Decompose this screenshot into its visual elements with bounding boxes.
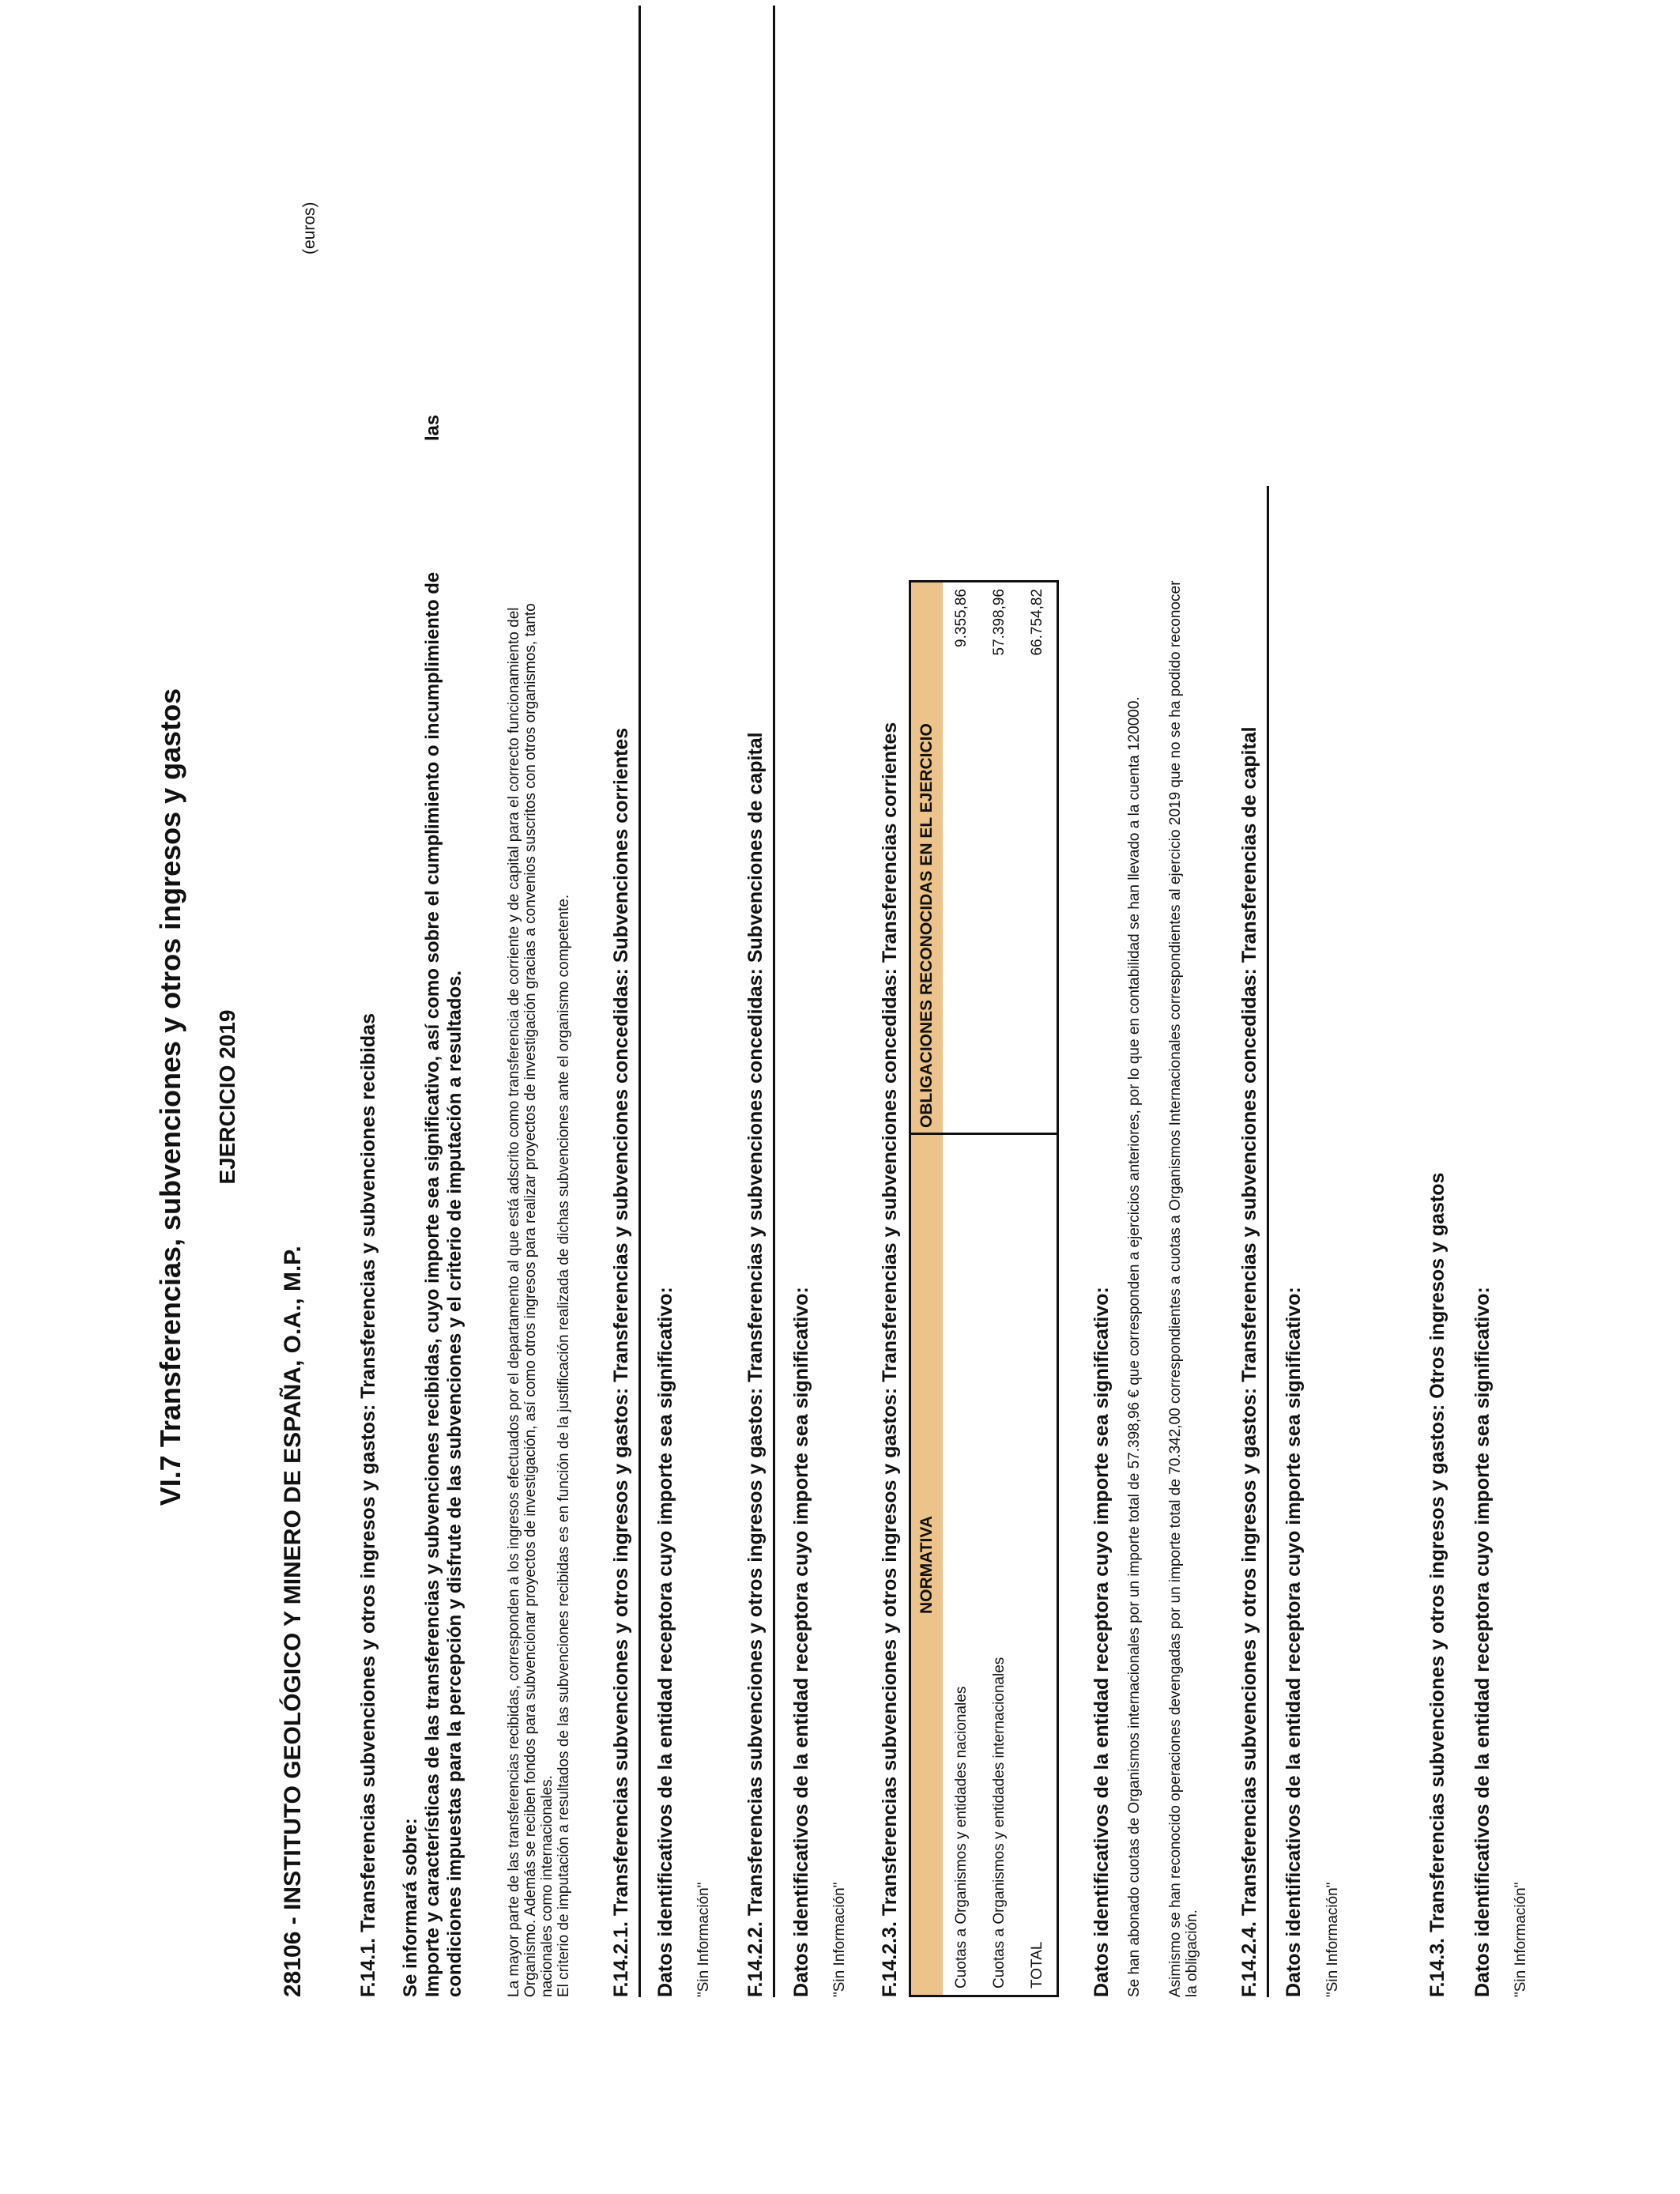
section-f1424-heading: F.14.2.4. Transferencias subvenciones y otros ingresos y gastos: Transferencias y subvenciones concedidas: Transferencias de capital bbox=[1238, 726, 1260, 1997]
section-f143-heading: F.14.3. Transferencias subvenciones y otros ingresos y gastos: Otros ingresos y gastos bbox=[1426, 1172, 1448, 1997]
table-row bbox=[943, 582, 981, 1996]
recipient-data-heading: Datos identificativos de la entidad receptora cuyo importe sea significativo: bbox=[1090, 1287, 1113, 1997]
column-header-obligaciones: OBLIGACIONES RECONOCIDAS EN EL EJERCICIO bbox=[910, 582, 944, 1134]
section-f141-heading: F.14.1. Transferencias subvenciones y otros ingresos y gastos: Transferencias y subvenciones recibidas bbox=[357, 1013, 379, 1997]
row-value: 66.754,82 bbox=[1029, 589, 1045, 656]
row-value: 9.355,86 bbox=[953, 589, 970, 647]
inform-label: Se informará sobre: bbox=[400, 1818, 421, 1997]
recipient-data-heading: Datos identificativos de la entidad receptora cuyo importe sea significativo: bbox=[790, 1287, 812, 1997]
row-label: TOTAL bbox=[1019, 1134, 1058, 1996]
column-header-normativa: NORMATIVA bbox=[910, 1134, 944, 1996]
no-information-text: "Sin Información" bbox=[831, 1882, 848, 1997]
note-line: Asimismo se han reconocido operaciones devengadas por un importe total de 70.342,00 correspondientes a cuotas a Organismos Internacionales correspondientes al ejercicio 2019 que no se ha podido reconocer bbox=[1167, 580, 1184, 1997]
note-paragraph bbox=[1167, 100, 1200, 1997]
currency-label: (euros) bbox=[300, 202, 318, 254]
table-row bbox=[981, 582, 1019, 1996]
section-f1423-heading: F.14.2.3. Transferencias subvenciones y otros ingresos y gastos: Transferencias y subvenciones concedidas: Transferencias corrientes bbox=[879, 722, 901, 1997]
paragraph-line: nacionales como internacionales. bbox=[539, 1775, 556, 1997]
section-rule bbox=[1267, 486, 1269, 1997]
obligations-table bbox=[909, 580, 1059, 1997]
section-rule bbox=[773, 6, 775, 1997]
section-f1422-heading: F.14.2.2. Transferencias subvenciones y otros ingresos y gastos: Transferencias y subvenciones concedidas: Subvenciones de capital bbox=[744, 732, 767, 1997]
paragraph-line: Organismo. Además se reciben fondos para subvencionar proyectos de investigación, así como otros ingresos para realizar proyectos de investigación gracias a convenios suscritos con otros organismos, tanto bbox=[522, 603, 539, 1997]
table-row bbox=[1019, 582, 1058, 1996]
exercise-label: EJERCICIO 2019 bbox=[215, 1009, 239, 1185]
table-header-row bbox=[910, 582, 944, 1996]
recipient-data-heading: Datos identificativos de la entidad receptora cuyo importe sea significativo: bbox=[654, 1287, 676, 1997]
organization-name: 28106 - INSTITUTO GEOLÓGICO Y MINERO DE ESPAÑA, O.A., M.P. bbox=[280, 1246, 306, 1997]
paragraph-line: El criterio de imputación a resultados de las subvenciones recibidas es en función de la justificación realizada de dichas subvenciones ante el organismo competente. bbox=[556, 894, 572, 1997]
row-label: Cuotas a Organismos y entidades internacionales bbox=[981, 1134, 1019, 1996]
paragraph-line: La mayor parte de las transferencias recibidas, corresponden a los ingresos efectuados por el departamento al que está adscrito como transferencia de corriente y de capital para el correcto funcionamiento del bbox=[506, 607, 522, 1997]
note-paragraph: Se han abonado cuotas de Organismos internacionales por un importe total de 57.398,96 € que corresponden a ejercicios anteriores, por lo que en contabilidad se han llevado a la cuenta 120000. bbox=[1126, 696, 1143, 1997]
row-label: Cuotas a Organismos y entidades nacionales bbox=[943, 1134, 981, 1996]
inform-line-2: condiciones impuestas para la percepción y disfrute de las subvenciones y el criterio de imputación a resultados. bbox=[444, 970, 465, 1997]
section-f1421-heading: F.14.2.1. Transferencias subvenciones y otros ingresos y gastos: Transferencias y subvenciones concedidas: Subvenciones corrientes bbox=[610, 727, 632, 1997]
recipient-data-heading: Datos identificativos de la entidad receptora cuyo importe sea significativo: bbox=[1471, 1287, 1494, 1997]
note-line: la obligación. bbox=[1184, 1909, 1200, 1997]
section-rule bbox=[638, 6, 641, 1997]
inform-line-1-end: las bbox=[422, 414, 443, 441]
no-information-text: "Sin Información" bbox=[695, 1882, 712, 1997]
inform-line-1: Importe y características de las transferencias y subvenciones recibidas, cuyo importe sea significativo, así como sobre el cumplimiento o incumplimiento de bbox=[422, 571, 443, 1997]
no-information-text: "Sin Información" bbox=[1324, 1882, 1341, 1997]
page-title: VI.7 Transferencias, subvenciones y otros ingresos y gastos bbox=[154, 688, 186, 1506]
no-information-text: "Sin Información" bbox=[1512, 1882, 1529, 1997]
row-value: 57.398,96 bbox=[991, 589, 1008, 656]
description-paragraph bbox=[506, 140, 572, 1997]
recipient-data-heading: Datos identificativos de la entidad receptora cuyo importe sea significativo: bbox=[1283, 1287, 1305, 1997]
